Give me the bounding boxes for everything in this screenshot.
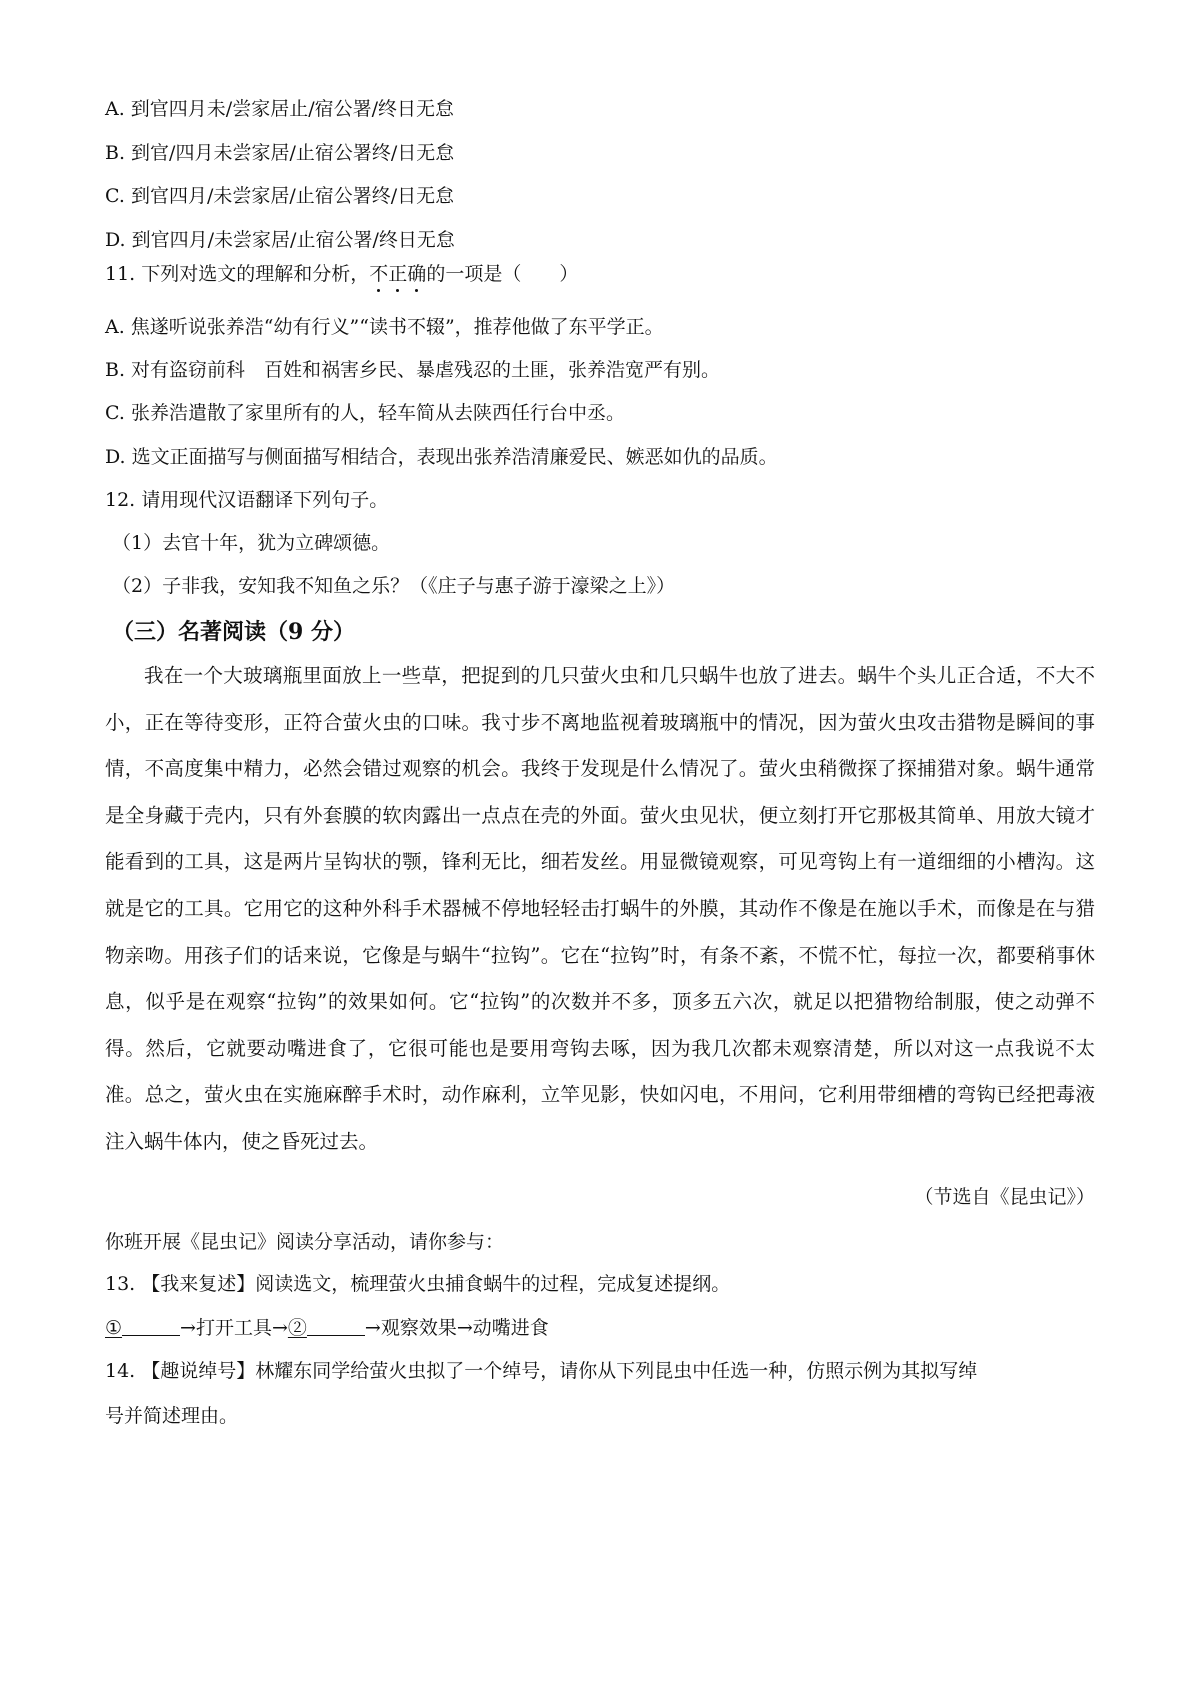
- q14-stem-line1: 14. 【趣说绰号】林耀东同学给萤火虫拟了一个绰号，请你从下列昆虫中任选一种，仿照示例为其拟写绰: [105, 1360, 978, 1382]
- q12-stem: 12. 请用现代汉语翻译下列句子。: [105, 489, 389, 511]
- blank-marker-1: ①: [105, 1317, 123, 1339]
- passage-source: （节选自《昆虫记》）: [914, 1186, 1095, 1208]
- q10-option-b: B. 到官/四月未尝家居/止宿公署终/日无怠: [105, 142, 455, 164]
- emphasis-char: 不: [369, 263, 389, 285]
- q11-option-a: A. 焦遂听说张养浩“幼有行义”“读书不辍”，推荐他做了东平学正。: [105, 316, 664, 338]
- q13-stem: 13. 【我来复述】阅读选文，梳理萤火虫捕食蜗牛的过程，完成复述提纲。: [105, 1273, 731, 1295]
- activity-intro: 你班开展《昆虫记》阅读分享活动，请你参与：: [105, 1231, 505, 1253]
- q13-outline: [105, 1316, 549, 1340]
- answer-blank-2[interactable]: [307, 1317, 365, 1336]
- q12-item-2: （2）子非我，安知我不知鱼之乐？（《庄子与惠子游于濠梁之上》）: [112, 575, 676, 597]
- reading-passage: 我在一个大玻璃瓶里面放上一些草，把捉到的几只萤火虫和几只蜗牛也放了进去。蜗牛个头儿正合适，不大不小，正在等待变形，正符合萤火虫的口味。我寸步不离地监视着玻璃瓶中的情况，因为萤火虫攻击猎物是瞬间的事情，不高度集中精力，必然会错过观察的机会。我终于发现是什么情况了。萤火虫稍微探了探捕猎对象。蜗牛通常是全身藏于壳内，只有外套膜的软肉露出一点点在壳的外面。萤火虫见状，便立刻打开它那极其简单、用放大镜才能看到的工具，这是两片呈钩状的颚，锋利无比，细若发丝。用显微镜观察，可见弯钩上有一道细细的小槽沟。这就是它的工具。它用它的这种外科手术器械不停地轻轻击打蜗牛的外膜，其动作不像是在施以手术，而像是在与猎物亲吻。用孩子们的话来说，它像是与蜗牛“拉钩”。它在“拉钩”时，有条不紊，不慌不忙，每拉一次，都要稍事休息，似乎是在观察“拉钩”的效果如何。它“拉钩”的次数并不多，顶多五六次，就足以把猎物给制服，使之动弹不得。然后，它就要动嘴进食了，它很可能也是要用弯钩去啄，因为我几次都未观察清楚，所以对这一点我说不太准。总之，萤火虫在实施麻醉手术时，动作麻利，立竿见影，快如闪电，不用问，它利用带细槽的弯钩已经把毒液注入蜗牛体内，使之昏死过去。: [105, 664, 1095, 1153]
- q11-stem-after: 的一项是（ ）: [426, 263, 579, 285]
- outline-step-end: →观察效果→动嘴进食: [364, 1317, 549, 1339]
- outline-step-open-tool: →打开工具→: [180, 1317, 288, 1339]
- q10-option-c: C. 到官四月/未尝家居/止宿公署终/日无怠: [105, 185, 455, 207]
- q14-stem-line2: 号并简述理由。: [105, 1405, 239, 1427]
- q11-stem-before: 11. 下列对选文的理解和分析，: [105, 263, 370, 285]
- emphasis-char: 确: [407, 263, 427, 285]
- section-title: （三）名著阅读（9 分）: [112, 619, 355, 645]
- answer-blank-1[interactable]: [122, 1317, 180, 1336]
- q10-option-a: A. 到官四月未/尝家居止/宿公署/终日无怠: [105, 98, 455, 120]
- q11-stem: [105, 262, 578, 286]
- blank-marker-2: ②: [287, 1317, 307, 1339]
- q11-option-c: C. 张养浩遣散了家里所有的人，轻车简从去陕西任行台中丞。: [105, 402, 625, 424]
- q10-option-d: D. 到官四月/未尝家居/止宿公署/终日无怠: [105, 229, 455, 251]
- q11-option-b: B. 对有盗窃前科 百姓和祸害乡民、暴虐残忍的土匪，张养浩宽严有别。: [105, 359, 721, 381]
- q11-option-d: D. 选文正面描写与侧面描写相结合，表现出张养浩清廉爱民、嫉恶如仇的品质。: [105, 446, 778, 468]
- q12-item-1: （1）去官十年，犹为立碑颂德。: [112, 532, 391, 554]
- emphasis-char: 正: [388, 263, 408, 285]
